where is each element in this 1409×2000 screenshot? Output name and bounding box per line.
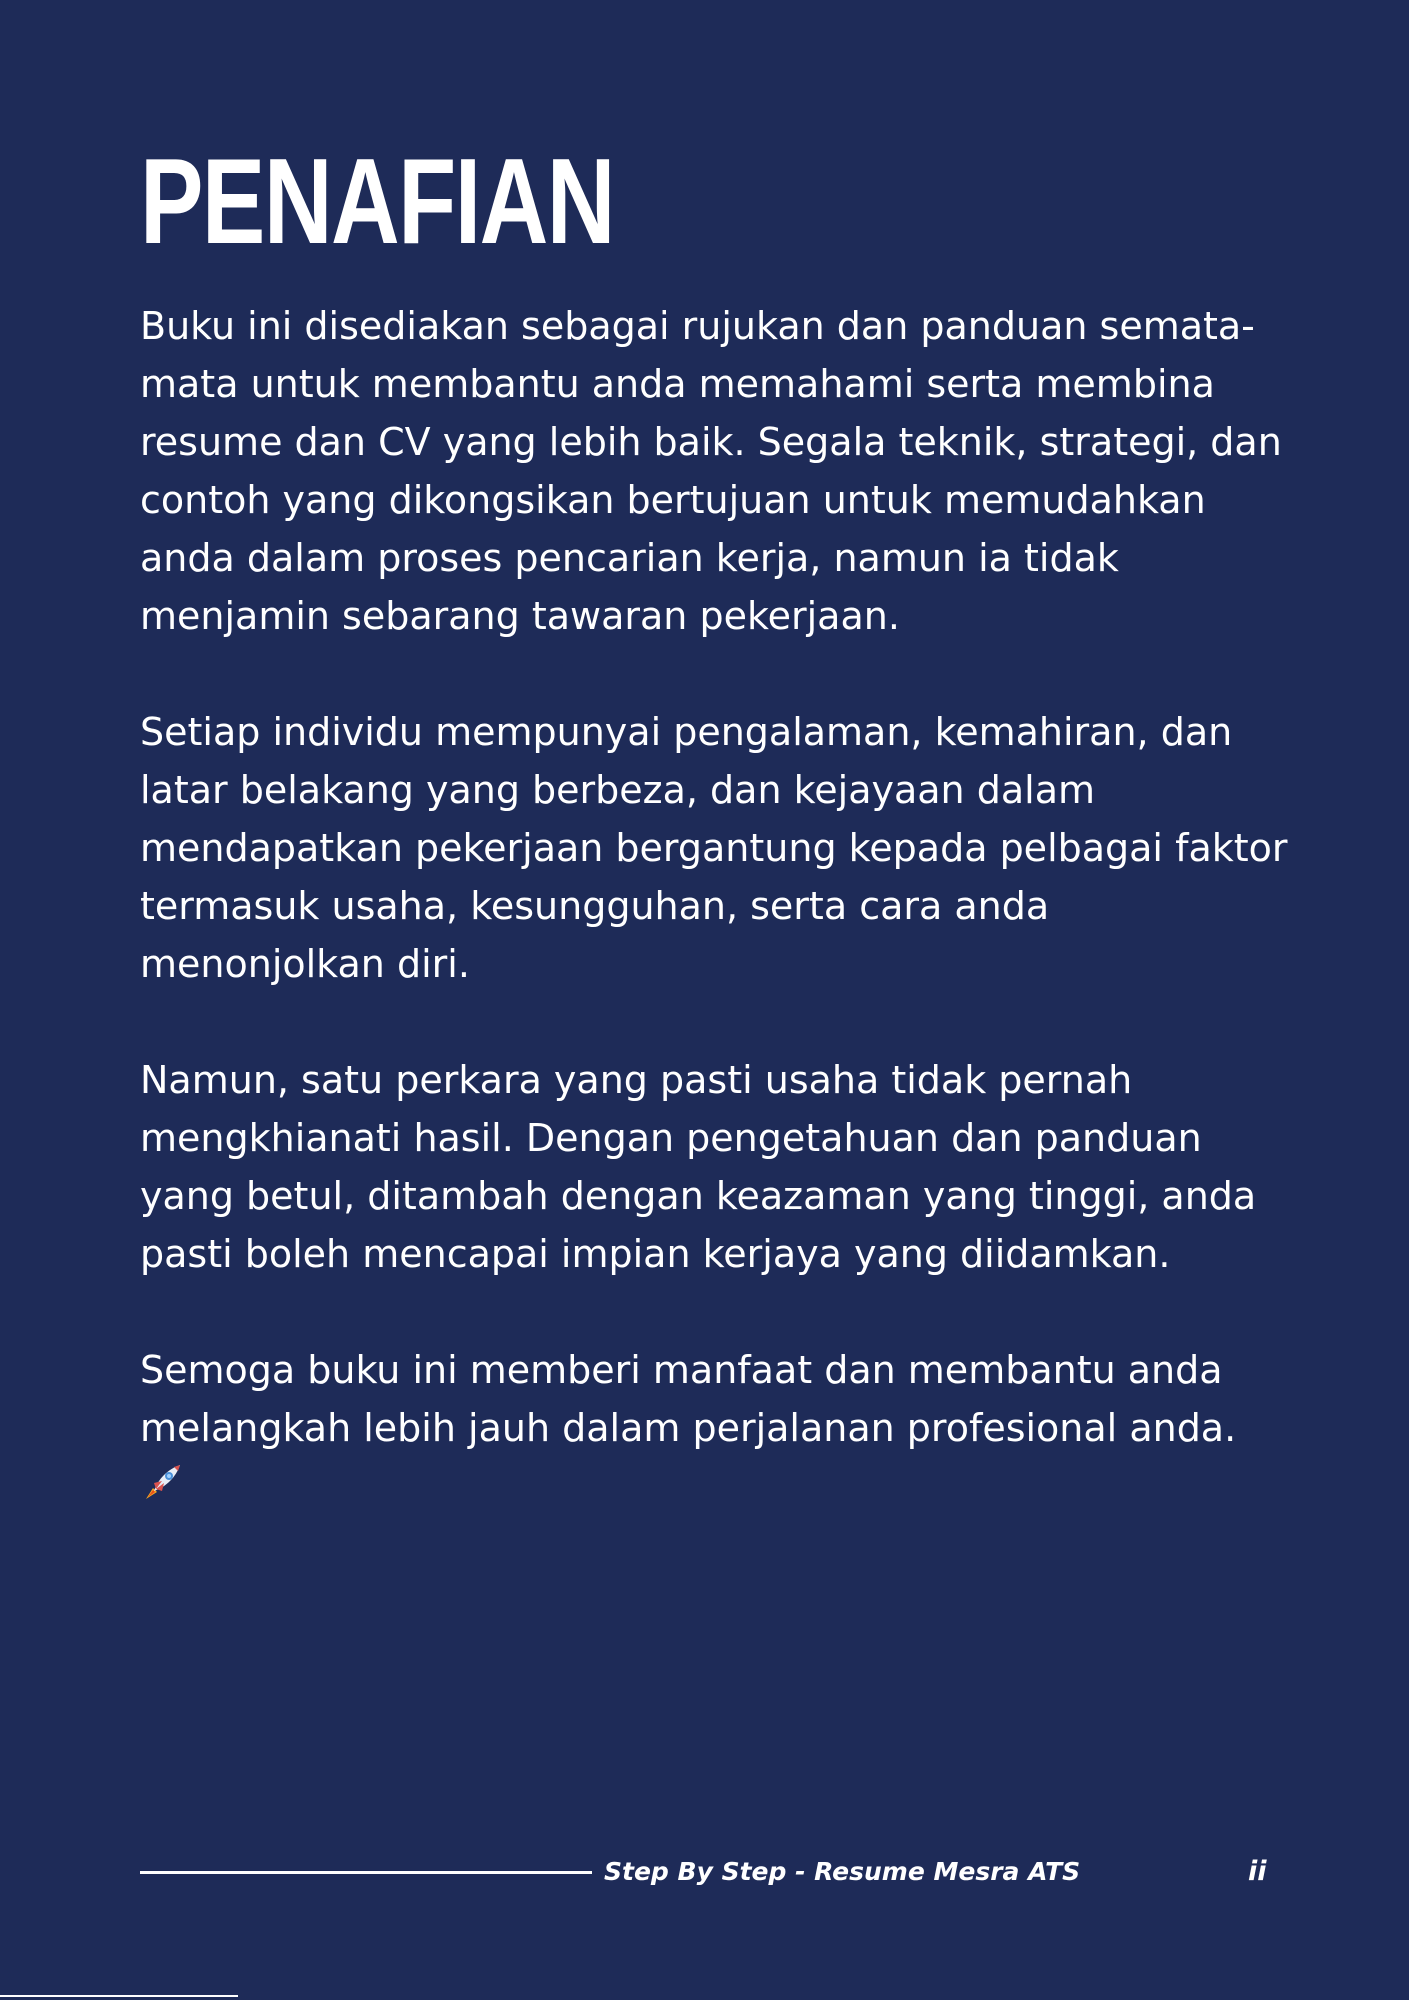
paragraph-4: Semoga buku ini memberi manfaat dan membantu anda melangkah lebih jauh dalam perjalanan profesional anda. (140, 1348, 1237, 1450)
paragraph-1: Buku ini disediakan sebagai rujukan dan panduan semata- mata untuk membantu anda memahami serta membina resume dan CV yang lebih baik. Segala teknik, strategi, dan contoh yang dikongsikan bertujuan untuk memudahkan anda dalam proses pencarian kerja, namun ia tidak menjamin sebarang tawaran pekerjaan. (140, 304, 1282, 638)
footer-divider (140, 1871, 592, 1874)
paragraph-2: Setiap individu mempunyai pengalaman, kemahiran, dan latar belakang yang berbeza, dan kejayaan dalam mendapatkan pekerjaan bergantung kepada pelbagai faktor termasuk usaha, kesungguhan, serta cara anda menonjolkan diri. (140, 710, 1288, 986)
footer-book-title: Step By Step - Resume Mesra ATS (604, 1857, 1081, 1886)
paragraph-3: Namun, satu perkara yang pasti usaha tidak pernah mengkhianati hasil. Dengan pengetahuan dan panduan yang betul, ditambah dengan keazaman yang tinggi, anda pasti boleh mencapai impian kerjaya yang diidamkan. (140, 1058, 1257, 1276)
bottom-edge-line (0, 1995, 238, 1997)
disclaimer-body (140, 297, 1290, 1505)
page-title: PENAFIAN (140, 133, 614, 269)
page-number: ii (1248, 1856, 1267, 1887)
rocket-icon (140, 1461, 184, 1505)
